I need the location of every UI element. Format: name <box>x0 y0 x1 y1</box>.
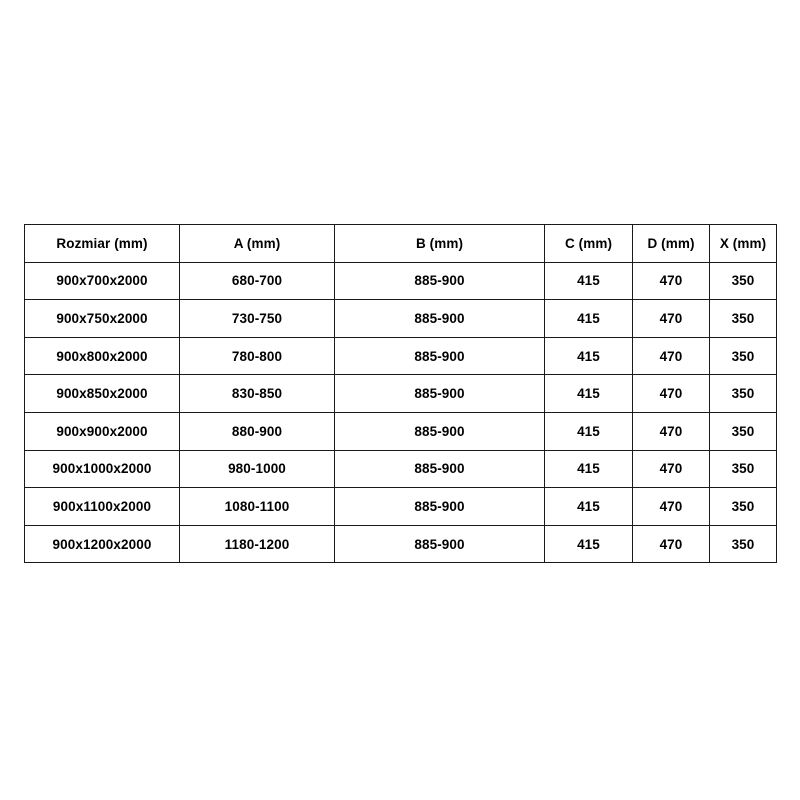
cell-x: 350 <box>710 450 777 488</box>
cell-x: 350 <box>710 488 777 526</box>
cell-b: 885-900 <box>335 450 545 488</box>
cell-d: 470 <box>633 450 710 488</box>
cell-d: 470 <box>633 375 710 413</box>
cell-a: 780-800 <box>180 337 335 375</box>
cell-size: 900x800x2000 <box>25 337 180 375</box>
table-row <box>25 375 777 413</box>
cell-size: 900x850x2000 <box>25 375 180 413</box>
cell-b: 885-900 <box>335 300 545 338</box>
cell-d: 470 <box>633 300 710 338</box>
cell-c: 415 <box>545 525 633 563</box>
cell-d: 470 <box>633 525 710 563</box>
cell-size: 900x1100x2000 <box>25 488 180 526</box>
cell-x: 350 <box>710 337 777 375</box>
cell-size: 900x700x2000 <box>25 262 180 300</box>
cell-b: 885-900 <box>335 488 545 526</box>
cell-x: 350 <box>710 525 777 563</box>
cell-size: 900x750x2000 <box>25 300 180 338</box>
table-row <box>25 337 777 375</box>
specification-table-wrapper <box>24 224 776 563</box>
cell-x: 350 <box>710 300 777 338</box>
cell-c: 415 <box>545 375 633 413</box>
cell-a: 830-850 <box>180 375 335 413</box>
cell-a: 730-750 <box>180 300 335 338</box>
column-header-b: B (mm) <box>335 225 545 263</box>
cell-d: 470 <box>633 262 710 300</box>
specification-table <box>24 224 777 563</box>
table-row <box>25 525 777 563</box>
cell-a: 880-900 <box>180 412 335 450</box>
cell-c: 415 <box>545 412 633 450</box>
table-row <box>25 488 777 526</box>
cell-d: 470 <box>633 412 710 450</box>
column-header-x: X (mm) <box>710 225 777 263</box>
cell-c: 415 <box>545 337 633 375</box>
table-row <box>25 262 777 300</box>
cell-b: 885-900 <box>335 337 545 375</box>
table-row <box>25 300 777 338</box>
cell-c: 415 <box>545 300 633 338</box>
column-header-c: C (mm) <box>545 225 633 263</box>
cell-a: 680-700 <box>180 262 335 300</box>
cell-size: 900x1200x2000 <box>25 525 180 563</box>
cell-x: 350 <box>710 262 777 300</box>
cell-b: 885-900 <box>335 262 545 300</box>
cell-a: 1080-1100 <box>180 488 335 526</box>
cell-b: 885-900 <box>335 412 545 450</box>
cell-x: 350 <box>710 375 777 413</box>
table-row <box>25 450 777 488</box>
cell-c: 415 <box>545 488 633 526</box>
cell-a: 980-1000 <box>180 450 335 488</box>
cell-c: 415 <box>545 262 633 300</box>
column-header-rozmiar: Rozmiar (mm) <box>25 225 180 263</box>
cell-a: 1180-1200 <box>180 525 335 563</box>
cell-c: 415 <box>545 450 633 488</box>
cell-b: 885-900 <box>335 375 545 413</box>
cell-size: 900x1000x2000 <box>25 450 180 488</box>
cell-d: 470 <box>633 337 710 375</box>
table-header-row <box>25 225 777 263</box>
cell-size: 900x900x2000 <box>25 412 180 450</box>
table-row <box>25 412 777 450</box>
column-header-a: A (mm) <box>180 225 335 263</box>
column-header-d: D (mm) <box>633 225 710 263</box>
cell-d: 470 <box>633 488 710 526</box>
table-body <box>25 262 777 563</box>
table-header <box>25 225 777 263</box>
cell-b: 885-900 <box>335 525 545 563</box>
cell-x: 350 <box>710 412 777 450</box>
